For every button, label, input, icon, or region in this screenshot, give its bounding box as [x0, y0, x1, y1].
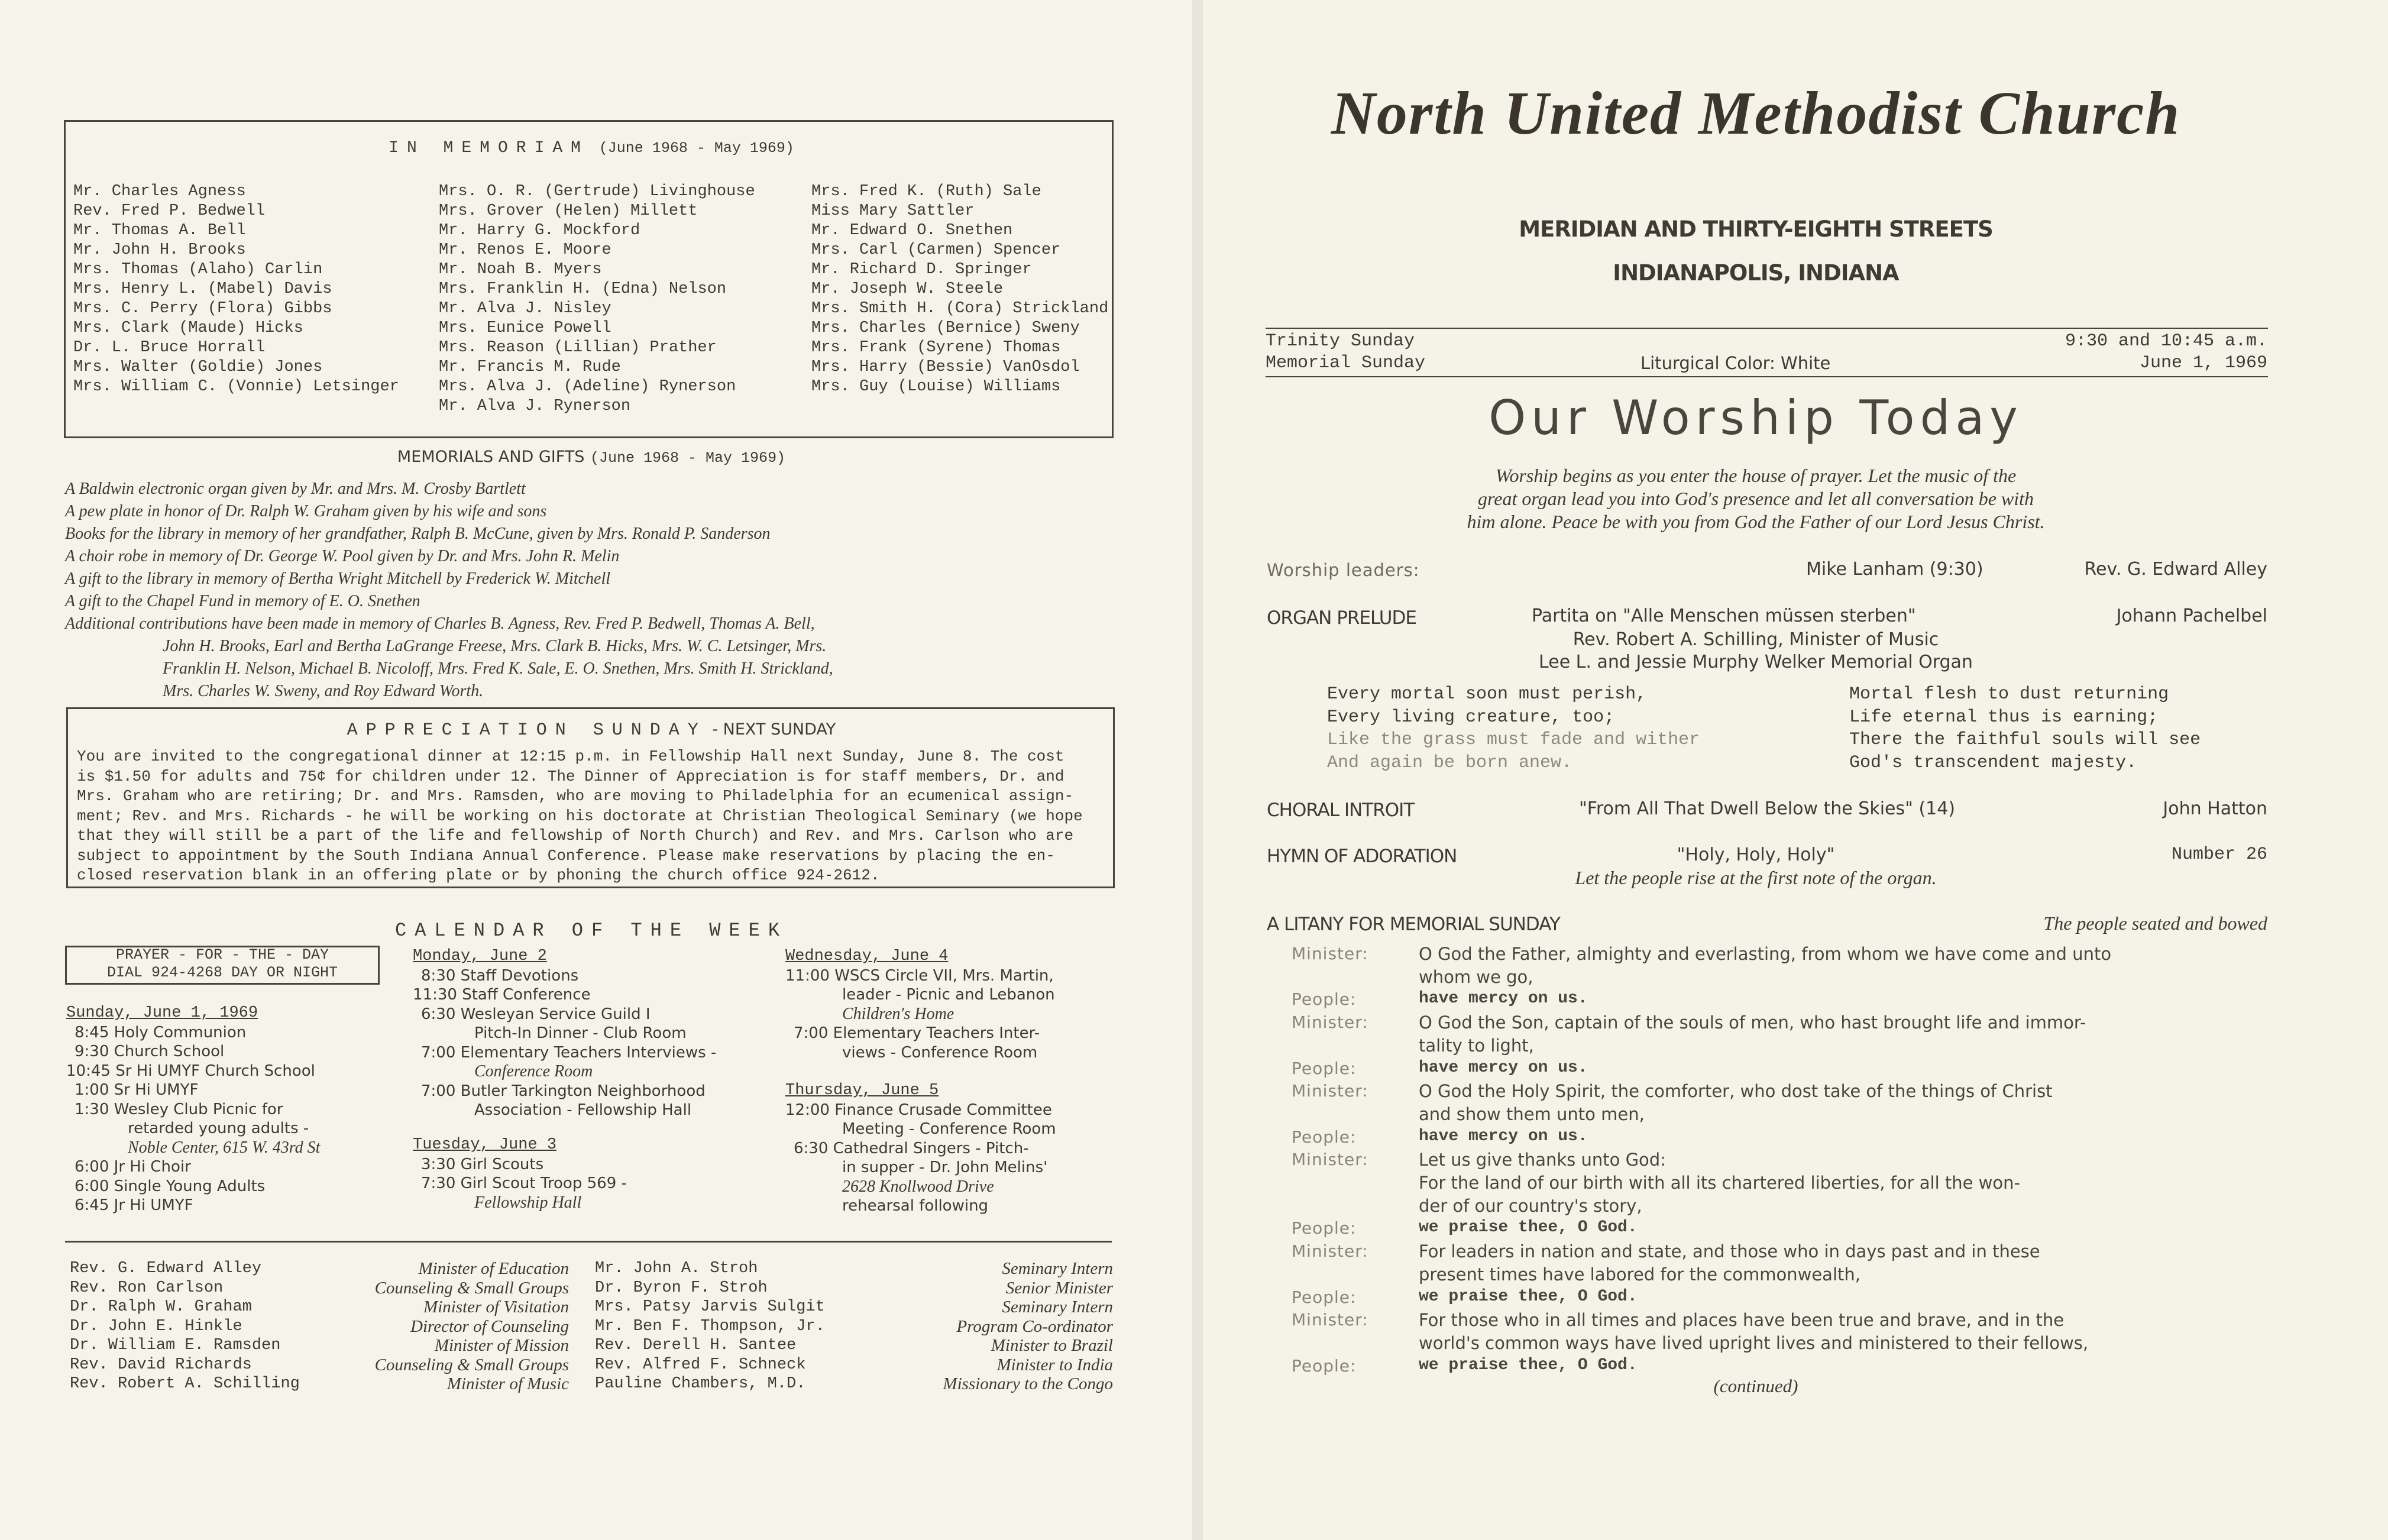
litany-speaker: Minister:: [1292, 1150, 1368, 1169]
litany-line: O God the Father, almighty and everlasting, from whom we have come and unto: [1419, 944, 2112, 964]
list-item: Miss Mary Sattler: [811, 202, 975, 220]
list-item: A gift to the library in memory of Bertha Wright Mitchell by Frederick W. Mitchell: [65, 570, 611, 588]
litany-speaker: Minister:: [1292, 1012, 1368, 1032]
service-times: 9:30 and 10:45 a.m.: [2065, 331, 2267, 351]
calendar-item: 6:00 Single Young Adults: [75, 1177, 266, 1195]
list-item: A gift to the Chapel Fund in memory of E. O. Snethen: [65, 592, 420, 610]
leader-2: Rev. G. Edward Alley: [2084, 559, 2267, 580]
staff-name: Rev. Ron Carlson: [70, 1279, 224, 1297]
staff-name: Rev. Derell H. Santee: [595, 1337, 797, 1354]
staff-role: Counseling & Small Groups: [374, 1355, 569, 1374]
prayer-line-2: DIAL 924-4268 DAY OR NIGHT: [106, 964, 338, 981]
list-item: Mr. Charles Agness: [73, 183, 246, 200]
verse-line: Mortal flesh to dust returning: [1849, 684, 2169, 704]
staff-name: Mr. John A. Stroh: [595, 1260, 758, 1277]
litany-note: The people seated and bowed: [2043, 913, 2267, 934]
calendar-tuesday: [413, 1135, 627, 1212]
paragraph-line: that they will still be a part of the life and fellowship of North Church) and Rev. and Mrs. Carlson who are: [77, 827, 1074, 845]
paragraph-line: is $1.50 for adults and 75¢ for children under 12. The Dinner of Appreciation is for staff members, Dr. and: [77, 767, 1064, 785]
calendar-item: 6:45 Jr Hi UMYF: [75, 1196, 193, 1214]
hymn-title: "Holy, Holy, Holy": [1677, 845, 1835, 865]
prayer-line-1: PRAYER - FOR - THE - DAY: [115, 946, 329, 963]
calendar-item: 7:00 Elementary Teachers Inter-: [794, 1024, 1040, 1042]
litany-speaker: Minister:: [1292, 1241, 1368, 1261]
verse-line: God's transcendent majesty.: [1849, 752, 2137, 773]
calendar-item: 6:00 Jr Hi Choir: [75, 1158, 191, 1176]
calendar-item: Meeting - Conference Room: [842, 1120, 1056, 1138]
calendar-item: 12:00 Finance Crusade Committee: [785, 1101, 1052, 1119]
calendar-thursday: [785, 1081, 1056, 1216]
staff-role: Senior Minister: [1005, 1278, 1113, 1298]
list-item: Mrs. Henry L. (Mabel) Davis: [73, 280, 332, 298]
prelude-line: Rev. Robert A. Schilling, Minister of Music: [1572, 629, 1939, 650]
list-item: Mr. John H. Brooks: [73, 241, 246, 259]
list-item: Mrs. Fred K. (Ruth) Sale: [811, 183, 1041, 200]
list-item: Mrs. Carl (Carmen) Spencer: [811, 241, 1061, 259]
list-item: Mr. Noah B. Myers: [439, 261, 602, 279]
list-item: Mr. Richard D. Springer: [811, 261, 1032, 279]
list-item: Mrs. Charles W. Sweny, and Roy Edward Worth.: [163, 682, 484, 700]
list-item: Mr. Joseph W. Steele: [811, 280, 1004, 298]
list-item: Mrs. Thomas (Alaho) Carlin: [73, 261, 323, 279]
litany-speaker: People:: [1292, 1218, 1357, 1238]
calendar-item: Noble Center, 615 W. 43rd St: [128, 1138, 321, 1157]
litany-speaker: People:: [1292, 1127, 1357, 1147]
litany-response: have mercy on us.: [1419, 1127, 1588, 1146]
paragraph-line: subject to appointment by the South Indiana Annual Conference. Please make reservations by placing the en-: [77, 846, 1055, 865]
appreciation-heading: [0, 720, 1183, 740]
staff-roles-2: [852, 1259, 1113, 1394]
calendar-item: leader - Picnic and Lebanon: [842, 986, 1055, 1004]
verse-line: Like the grass must fade and wither: [1327, 730, 1700, 750]
intro-paragraph: [1203, 464, 2309, 533]
list-item: Mr. Alva J. Nisley: [439, 300, 611, 318]
right-page: [1203, 0, 2388, 1540]
litany-line: For leaders in nation and state, and those who in days past and in these: [1419, 1241, 2040, 1261]
verse-line: Every living creature, too;: [1327, 707, 1615, 727]
header-rule-bottom: [1266, 376, 2268, 377]
staff-role: Minister to India: [996, 1355, 1113, 1374]
leader-1: Mike Lanham (9:30): [1806, 559, 1983, 580]
calendar-item: Association - Fellowship Hall: [474, 1101, 692, 1119]
litany-line: world's common ways have lived upright lives and ministered to their fellows,: [1419, 1333, 2089, 1353]
gifts-heading: [0, 448, 1183, 467]
calendar-item: 7:00 Butler Tarkington Neighborhood: [421, 1082, 706, 1100]
prelude-composer: Johann Pachelbel: [2116, 606, 2267, 626]
header-rule-top: [1266, 328, 2268, 329]
continued-note: (continued): [1713, 1376, 1798, 1396]
calendar-item: 1:00 Sr Hi UMYF: [75, 1081, 199, 1099]
list-item: Mrs. Eunice Powell: [439, 319, 611, 337]
list-item: John H. Brooks, Earl and Bertha LaGrange Freese, Mrs. Clark B. Hicks, Mrs. W. C. Letsinger, Mrs.: [163, 637, 827, 655]
appreciation-body: [77, 747, 1083, 886]
verse-right: [1849, 683, 2201, 774]
list-item: Mr. Francis M. Rude: [439, 358, 621, 376]
calendar-item: 8:30 Staff Devotions: [421, 966, 579, 985]
service-date: June 1, 1969: [2139, 353, 2267, 373]
list-item: Mr. Edward O. Snethen: [811, 222, 1013, 240]
leaders-label: Worship leaders:: [1267, 560, 1420, 580]
in-memoriam-title: IN MEMORIAM: [389, 139, 589, 157]
list-item: Franklin H. Nelson, Michael B. Nicoloff, Mrs. Fred K. Sale, E. O. Snethen, Mrs. Smith H. Strickland,: [163, 659, 833, 678]
sunday-names: [1266, 331, 1425, 374]
staff-name: Dr. Byron F. Stroh: [595, 1279, 768, 1297]
list-item: A choir robe in memory of Dr. George W. Pool given by Dr. and Mrs. John R. Melin: [65, 547, 620, 565]
list-item: Additional contributions have been made in memory of Charles B. Agness, Rev. Fred P. Bedwell, Thomas A. Bell,: [65, 614, 815, 633]
list-item: Mrs. C. Perry (Flora) Gibbs: [73, 300, 332, 318]
calendar-wednesday: [785, 947, 1055, 1062]
paragraph-line: closed reservation blank in an offering plate or by phoning the church office 924-2612.: [77, 866, 880, 884]
verse-line: There the faithful souls will see: [1849, 730, 2201, 750]
appreciation-title: APPRECIATION SUNDAY: [347, 720, 707, 740]
staff-role: Minister of Education: [418, 1259, 569, 1278]
calendar-item: 6:30 Wesleyan Service Guild I: [421, 1005, 651, 1023]
staff-role: Director of Counseling: [410, 1316, 569, 1336]
prelude-label: ORGAN PRELUDE: [1267, 607, 1416, 629]
list-item: Mr. Thomas A. Bell: [73, 222, 246, 240]
church-name: North United Methodist Church: [1331, 79, 2181, 147]
staff-role: Seminary Intern: [1002, 1298, 1113, 1316]
list-item: A Baldwin electronic organ given by Mr. and Mrs. M. Crosby Bartlett: [65, 480, 526, 498]
page-title: Our Worship Today: [1489, 390, 2023, 445]
list-item: Books for the library in memory of her grandfather, Ralph B. McCune, given by Mrs. Ronald P. Sanderson: [65, 525, 771, 543]
litany-line: der of our country's story,: [1419, 1196, 1642, 1216]
litany-response: have mercy on us.: [1419, 989, 1588, 1008]
list-item: Mrs. Charles (Bernice) Sweny: [811, 319, 1080, 337]
staff-role: Minister to Brazil: [991, 1336, 1113, 1355]
calendar-item: 1:30 Wesley Club Picnic for: [75, 1100, 283, 1118]
list-item: Mrs. Harry (Bessie) VanOsdol: [811, 358, 1080, 376]
hymn-label: HYMN OF ADORATION: [1267, 846, 1457, 867]
staff-name: Rev. Robert A. Schilling: [70, 1375, 300, 1393]
staff-name: Rev. David Richards: [70, 1355, 252, 1374]
address-line-1: MERIDIAN AND THIRTY-EIGHTH STREETS: [1519, 216, 1993, 242]
litany-line: tality to light,: [1419, 1036, 1534, 1056]
list-item: Mrs. Frank (Syrene) Thomas: [811, 339, 1061, 357]
verse-line: Every mortal soon must perish,: [1327, 684, 1647, 704]
calendar-item: rehearsal following: [842, 1197, 989, 1215]
litany-speaker: People:: [1292, 1356, 1357, 1376]
litany-response: we praise thee, O God.: [1419, 1218, 1638, 1237]
calendar-item: 2628 Knollwood Drive: [842, 1177, 994, 1196]
calendar-item: 8:45 Holy Communion: [75, 1023, 247, 1041]
day-heading: Wednesday, June 4: [785, 947, 949, 965]
introit-composer: John Hatton: [2163, 798, 2267, 819]
intro-line: him alone. Peace be with you from God the Father of our Lord Jesus Christ.: [1467, 511, 2045, 532]
litany-line: For the land of our birth with all its chartered liberties, for all the won-: [1419, 1173, 2020, 1193]
hymn-note: Let the people rise at the first note of the organ.: [1575, 867, 1937, 888]
gifts-list: [65, 478, 833, 703]
day-heading: Sunday, June 1, 1969: [66, 1004, 258, 1022]
calendar-monday: [413, 947, 716, 1120]
service-info: [2019, 331, 2267, 374]
memoriam-col-3: [811, 182, 1108, 397]
introit-title: "From All That Dwell Below the Skies" (14): [1579, 798, 1956, 819]
staff-role: Minister of Music: [446, 1374, 569, 1393]
litany-response: have mercy on us.: [1419, 1059, 1588, 1077]
appreciation-subtitle: - NEXT SUNDAY: [712, 720, 836, 739]
intro-line: Worship begins as you enter the house of prayer. Let the music of the: [1495, 465, 2017, 486]
staff-role: Missionary to the Congo: [943, 1374, 1113, 1393]
verse-line: And again be born anew.: [1327, 752, 1572, 773]
litany-line: and show them unto men,: [1419, 1104, 1645, 1124]
list-item: Mrs. Clark (Maude) Hicks: [73, 319, 303, 337]
calendar-item: 7:30 Girl Scout Troop 569 -: [421, 1175, 627, 1192]
staff-name: Pauline Chambers, M.D.: [595, 1375, 806, 1393]
prelude-title: Partita on "Alle Menschen müssen sterben": [1532, 606, 1916, 626]
litany-speaker: Minister:: [1292, 1081, 1368, 1101]
staff-name: Dr. John E. Hinkle: [70, 1317, 242, 1335]
day-heading: Tuesday, June 3: [413, 1136, 557, 1154]
litany-speaker: People:: [1292, 989, 1357, 1009]
prelude-details: [1203, 629, 2309, 674]
list-item: Mr. Alva J. Rynerson: [439, 397, 631, 415]
list-item: Mrs. Reason (Lillian) Prather: [439, 339, 717, 357]
list-item: A pew plate in honor of Dr. Ralph W. Graham given by his wife and sons: [65, 502, 547, 520]
list-item: Mrs. William C. (Vonnie) Letsinger: [73, 378, 399, 396]
paragraph-line: You are invited to the congregational dinner at 12:15 p.m. in Fellowship Hall next Sunday, June 8. The cost: [77, 748, 1064, 765]
calendar-item: Fellowship Hall: [474, 1193, 582, 1212]
staff-role: Counseling & Small Groups: [374, 1278, 569, 1298]
calendar-item: 9:30 Church School: [75, 1043, 225, 1060]
list-item: Mrs. Walter (Goldie) Jones: [73, 358, 323, 376]
calendar-item: 11:00 WSCS Circle VII, Mrs. Martin,: [785, 966, 1054, 985]
memoriam-col-1: [73, 182, 399, 397]
gifts-dates: (June 1968 - May 1969): [590, 449, 786, 467]
litany-speaker: Minister:: [1292, 944, 1368, 963]
staff-role: Seminary Intern: [1002, 1259, 1113, 1278]
calendar-item: Children's Home: [842, 1004, 954, 1023]
calendar-item: retarded young adults -: [128, 1120, 309, 1137]
staff-name: Mrs. Patsy Jarvis Sulgit: [595, 1298, 825, 1316]
litany-line: present times have labored for the commonwealth,: [1419, 1264, 1860, 1285]
in-memoriam-heading: [0, 139, 1183, 157]
address-line-2: INDIANAPOLIS, INDIANA: [1613, 260, 1899, 286]
calendar-item: in supper - Dr. John Melins': [842, 1159, 1048, 1176]
litany-line: O God the Son, captain of the souls of men, who hast brought life and immor-: [1419, 1012, 2086, 1033]
gifts-title: MEMORIALS AND GIFTS: [397, 448, 585, 466]
staff-name: Mr. Ben F. Thompson, Jr.: [595, 1317, 825, 1335]
liturgical-color: Liturgical Color: White: [1640, 353, 1831, 373]
list-item: Mrs. Alva J. (Adeline) Rynerson: [439, 378, 736, 396]
list-item: Mrs. Grover (Helen) Millett: [439, 202, 698, 220]
litany-speaker: People:: [1292, 1059, 1357, 1078]
calendar-item: 11:30 Staff Conference: [413, 986, 591, 1004]
list-item: Mrs. Guy (Louise) Williams: [811, 378, 1061, 396]
calendar-item: Pitch-In Dinner - Club Room: [474, 1024, 687, 1042]
intro-line: great organ lead you into God's presence and let all conversation be with: [1477, 488, 2034, 509]
sunday-name-2: Memorial Sunday: [1266, 353, 1426, 373]
list-item: Dr. L. Bruce Horrall: [73, 339, 266, 357]
verse-line: Life eternal thus is earning;: [1849, 707, 2159, 727]
staff-role: Program Co-ordinator: [956, 1316, 1113, 1336]
litany-line: For those who in all times and places have been true and brave, and in the: [1419, 1310, 2065, 1330]
litany-response: we praise thee, O God.: [1419, 1287, 1638, 1306]
staff-names-1: [70, 1259, 300, 1394]
divider: [65, 1241, 1112, 1243]
memoriam-col-2: [439, 182, 755, 416]
sunday-name-1: Trinity Sunday: [1266, 331, 1415, 351]
list-item: Rev. Fred P. Bedwell: [73, 202, 266, 220]
list-item: Mrs. O. R. (Gertrude) Livinghouse: [439, 183, 755, 200]
litany-speaker: People:: [1292, 1287, 1357, 1307]
litany-line: O God the Holy Spirit, the comforter, who dost take of the things of Christ: [1419, 1081, 2053, 1101]
staff-name: Dr. Ralph W. Graham: [70, 1298, 252, 1316]
verse-left: [1327, 683, 1700, 774]
calendar-item: 3:30 Girl Scouts: [421, 1155, 544, 1173]
staff-roles-1: [308, 1259, 569, 1394]
calendar-sunday: [66, 1004, 320, 1215]
calendar-item: Conference Room: [474, 1062, 593, 1080]
list-item: Mr. Renos E. Moore: [439, 241, 611, 259]
calendar-item: views - Conference Room: [842, 1043, 1038, 1062]
staff-name: Dr. William E. Ramsden: [70, 1337, 281, 1354]
staff-name: Rev. G. Edward Alley: [70, 1260, 262, 1277]
hymn-number: Number 26: [2171, 845, 2267, 865]
paragraph-line: Mrs. Graham who are retiring; Dr. and Mrs. Ramsden, who are moving to Philadelphia for an ecumenical assign-: [77, 787, 1074, 805]
calendar-item: 6:30 Cathedral Singers - Pitch-: [794, 1139, 1029, 1157]
calendar-title: CALENDAR OF THE WEEK: [394, 920, 788, 942]
litany-line: Let us give thanks unto God:: [1419, 1150, 1666, 1170]
litany-response: we praise thee, O God.: [1419, 1356, 1638, 1374]
litany-speaker: Minister:: [1292, 1310, 1368, 1329]
left-page: [0, 0, 1192, 1540]
staff-role: Minister of Mission: [434, 1336, 569, 1355]
litany-line: whom we go,: [1419, 967, 1533, 987]
list-item: Mr. Harry G. Mockford: [439, 222, 640, 240]
calendar-item: 7:00 Elementary Teachers Interviews -: [421, 1043, 717, 1062]
prayer-text: [65, 946, 380, 982]
introit-label: CHORAL INTROIT: [1267, 800, 1415, 821]
day-heading: Monday, June 2: [413, 947, 547, 965]
staff-name: Rev. Alfred F. Schneck: [595, 1355, 806, 1374]
day-heading: Thursday, June 5: [785, 1082, 939, 1099]
litany-label: A LITANY FOR MEMORIAL SUNDAY: [1267, 914, 1560, 935]
list-item: Mrs. Smith H. (Cora) Strickland: [811, 300, 1109, 318]
paragraph-line: ment; Rev. and Mrs. Richards - he will be working on his doctorate at Christian Theological Seminary (we hope: [77, 807, 1083, 825]
in-memoriam-dates: (June 1968 - May 1969): [598, 140, 794, 157]
list-item: Mrs. Franklin H. (Edna) Nelson: [439, 280, 727, 298]
prelude-line: Lee L. and Jessie Murphy Welker Memorial Organ: [1539, 652, 1973, 672]
staff-role: Minister of Visitation: [423, 1298, 569, 1316]
staff-names-2: [595, 1259, 825, 1394]
calendar-item: 10:45 Sr Hi UMYF Church School: [66, 1062, 315, 1080]
litany-body: [1292, 944, 2297, 1382]
